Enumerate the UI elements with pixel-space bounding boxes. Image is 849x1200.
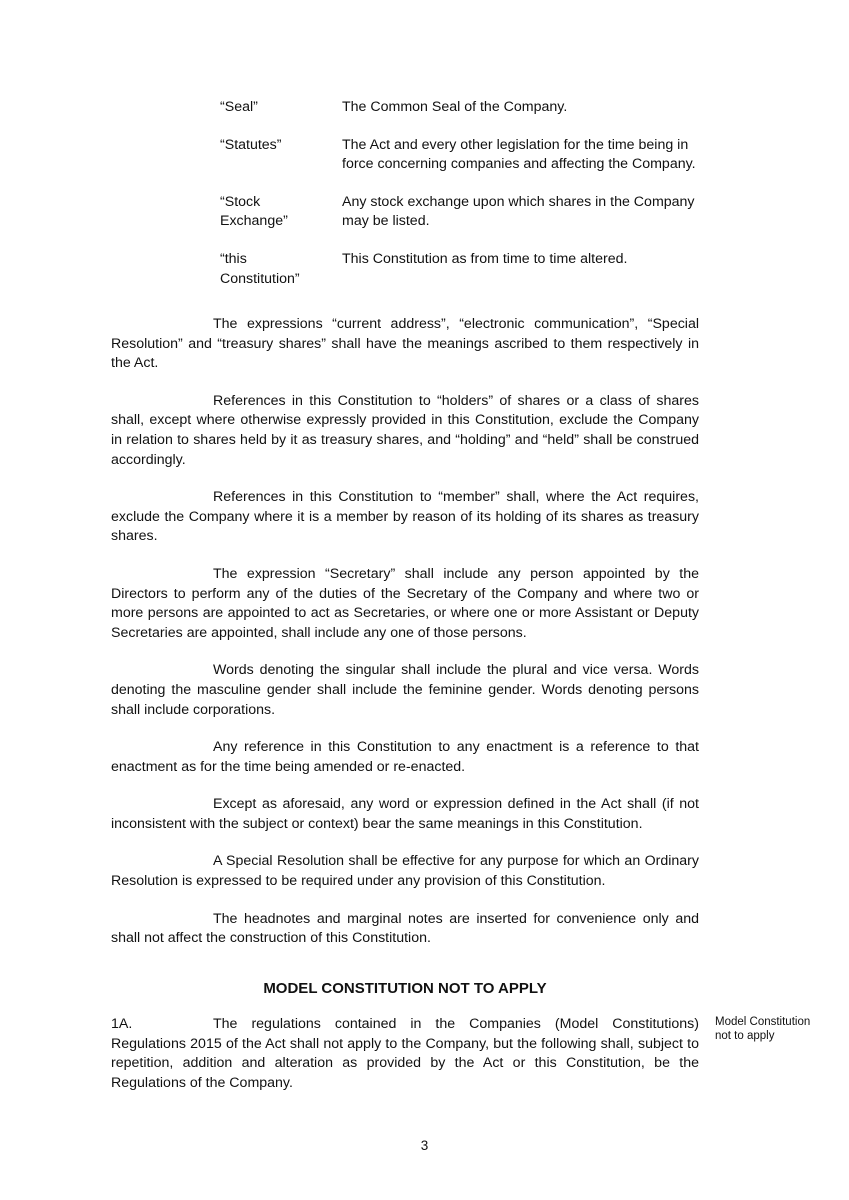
paragraph: References in this Constitution to “member” shall, where the Act requires, exclude the Company where it is a member by reason of its holding of its shares as treasury shares.: [111, 489, 699, 545]
definition-term: “this Constitution”: [220, 250, 300, 287]
paragraph: The headnotes and marginal notes are inserted for convenience only and shall not affect the construction of this Constitution.: [111, 910, 699, 947]
definition-text: Any stock exchange upon which shares in the Company may be listed.: [342, 193, 695, 230]
paragraph: Any reference in this Constitution to any enactment is a reference to that enactment as for the time being amended or re-enacted.: [111, 739, 699, 775]
clause-text: The regulations contained in the Companies (Model Constitutions) Regulations 2015 of the Act shall not apply to the Company, but the following shall, subject to repetition, addition and alteration as provided by the Act or this Constitution, be the Regulations of the Company.: [111, 1016, 699, 1091]
paragraph: Words denoting the singular shall include the plural and vice versa. Words denoting the masculine gender shall include the feminine gender. Words denoting persons shall include corporations.: [111, 662, 699, 718]
definitions-list: [220, 98, 700, 307]
paragraph: The expression “Secretary” shall include any person appointed by the Directors to perform any of the duties of the Secretary of the Company and where two or more persons are appointed to act as Secretaries, or where one or more Assistant or Deputy Secretaries are appointed, shall include any one of those persons.: [111, 565, 699, 641]
clause-number: 1A.: [111, 1016, 133, 1032]
clause-1a: [111, 1015, 699, 1093]
paragraph: References in this Constitution to “holders” of shares or a class of shares shall, except where otherwise expressly provided in this Constitution, exclude the Company in relation to shares held by it as treasury shares, and “holding” and “held” shall be construed accordingly.: [111, 392, 699, 468]
definition-term: “Seal”: [220, 99, 258, 115]
definition-text: The Act and every other legislation for the time being in force concerning companies and affecting the Company.: [342, 136, 696, 173]
definition-row: [220, 250, 700, 289]
page-number: 3: [420, 1138, 429, 1153]
definition-text: The Common Seal of the Company.: [342, 99, 568, 115]
definition-row: [220, 98, 700, 118]
margin-note: Model Constitution not to apply: [715, 1016, 811, 1042]
definition-row: [220, 193, 700, 232]
paragraph: Except as aforesaid, any word or expression defined in the Act shall (if not inconsistent with the subject or context) bear the same meanings in this Constitution.: [111, 796, 699, 832]
definition-row: [220, 136, 700, 175]
interpretation-paragraphs: [111, 315, 699, 967]
definition-text: This Constitution as from time to time altered.: [342, 250, 628, 267]
definition-term: “Stock Exchange”: [220, 193, 288, 230]
section-heading: MODEL CONSTITUTION NOT TO APPLY: [263, 980, 547, 997]
paragraph: The expressions “current address”, “electronic communication”, “Special Resolution” and “treasury shares” shall have the meanings ascribed to them respectively in the Act.: [111, 316, 699, 372]
definition-term: “Statutes”: [220, 136, 282, 153]
paragraph: A Special Resolution shall be effective for any purpose for which an Ordinary Resolution is expressed to be required under any provision of this Constitution.: [111, 853, 699, 890]
